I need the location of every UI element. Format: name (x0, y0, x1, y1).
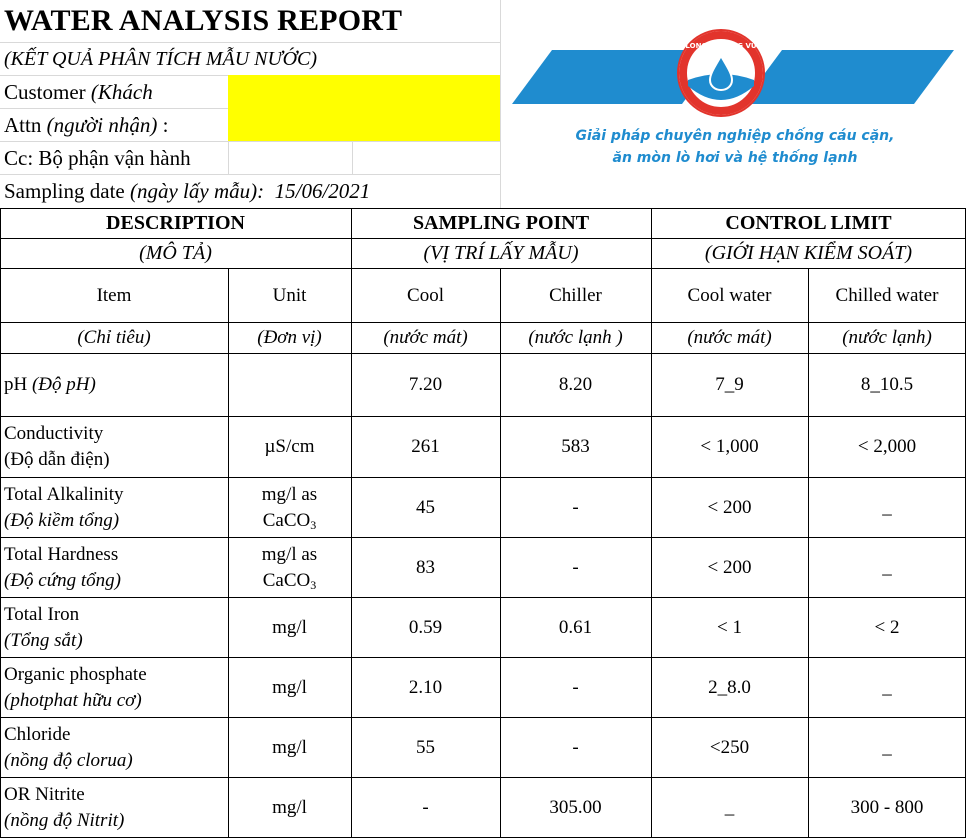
table-row-item: Total Iron (Tổng sắt) (4, 603, 83, 651)
col-chiller: Chiller (549, 285, 602, 306)
table-cell-limit-cool: < 1,000 (700, 436, 759, 457)
col-chiller-vi: (nước lạnh ) (528, 327, 623, 348)
table-cell-limit-cool: < 200 (707, 496, 752, 518)
col-unit: Unit (272, 285, 307, 306)
table-cell-cool: - (422, 796, 429, 818)
col-cool-water: Cool water (687, 285, 772, 306)
table-cell-limit-chilled: _ (882, 556, 892, 578)
cc-line: Cc: Bộ phận vận hành (4, 146, 191, 170)
section-description: DESCRIPTION (106, 212, 245, 234)
col-cool: Cool (407, 285, 444, 306)
table-cell-limit-chilled: _ (882, 676, 892, 698)
col-chilled-water-vi: (nước lạnh) (842, 327, 932, 348)
table-cell-chiller: - (572, 496, 579, 518)
table-cell-unit: mg/l (272, 736, 307, 758)
section-control-limit: CONTROL LIMIT (725, 212, 892, 234)
logo-ring-text: LONG TRUONG VU (685, 42, 757, 50)
section-description-vi: (MÔ TẢ) (139, 242, 212, 264)
col-cool-vi: (nước mát) (383, 327, 468, 348)
col-chilled-water: Chilled water (835, 285, 939, 306)
logo-tagline-2: ăn mòn lò hơi và hệ thống lạnh (612, 150, 858, 166)
table-cell-limit-chilled: 300 - 800 (850, 796, 924, 818)
table-row-item: Total Hardness (Độ cứng tổng) (4, 543, 121, 591)
table-cell-limit-cool: < 200 (707, 556, 752, 578)
col-cool-water-vi: (nước mát) (687, 327, 772, 348)
table-cell-cool: 7.20 (408, 374, 443, 395)
table-cell-limit-chilled: 8_10.5 (860, 374, 914, 395)
table-row-item: Total Alkalinity (Độ kiềm tổng) (4, 483, 124, 531)
table-row-item: pH (Độ pH) (4, 374, 96, 395)
table-cell-limit-chilled: < 2 (874, 616, 900, 638)
table-cell-limit-cool: 2_8.0 (708, 676, 751, 698)
table-cell-limit-chilled: < 2,000 (857, 436, 917, 457)
table-cell-chiller: - (572, 736, 579, 758)
col-unit-vi: (Đơn vị) (257, 327, 322, 348)
table-row-item: Organic phosphate (photphat hữu cơ) (4, 663, 147, 711)
table-cell-chiller: 305.00 (549, 796, 602, 818)
table-cell-cool: 83 (416, 556, 435, 578)
table-cell-unit: mg/l as CaCO$_3$ (261, 543, 318, 592)
col-item-vi: (Chỉ tiêu) (77, 327, 151, 348)
table-cell-limit-cool: _ (724, 796, 735, 818)
section-control-limit-vi: (GIỚI HẠN KIỂM SOÁT) (704, 242, 913, 264)
customer-label: Customer (Khách (4, 80, 153, 104)
logo-emblem-icon (676, 28, 766, 118)
table-cell-cool: 2.10 (408, 676, 443, 698)
table-cell-limit-cool: <250 (709, 736, 750, 758)
table-cell-unit (228, 354, 351, 416)
table-cell-limit-cool: < 1 (717, 616, 742, 638)
table-cell-chiller: - (572, 556, 579, 578)
table-cell-chiller: 583 (561, 436, 590, 457)
table-row-item: Conductivity (Độ dẫn điện) (4, 423, 110, 470)
table-row-item: Chloride (nồng độ clorua) (4, 723, 133, 771)
table-row-item: OR Nitrite (nồng độ Nitrit) (4, 783, 125, 831)
table-cell-cool: 55 (416, 736, 435, 758)
table-cell-unit: mg/l (272, 676, 307, 698)
sampling-date-value: 15/06/2021 (274, 179, 371, 203)
table-cell-limit-cool: 7_9 (715, 374, 744, 395)
table-cell-chiller: 8.20 (558, 374, 593, 395)
section-sampling-point: SAMPLING POINT (412, 212, 590, 234)
table-cell-limit-chilled: _ (882, 736, 892, 758)
table-cell-unit: mg/l (272, 796, 307, 818)
table-cell-cool: 261 (411, 436, 440, 457)
table-cell-unit: µS/cm (264, 436, 315, 457)
table-cell-chiller: - (572, 676, 579, 698)
table-cell-unit: mg/l as CaCO$_3$ (261, 483, 318, 532)
table-cell-chiller: 0.61 (558, 616, 593, 638)
table-cell-cool: 0.59 (408, 616, 443, 638)
col-item: Item (96, 285, 132, 306)
table-cell-unit: mg/l (272, 616, 307, 638)
customer-attn-highlight[interactable] (228, 75, 500, 141)
logo-tagline-1: Giải pháp chuyên nghiệp chống cáu cặn, (575, 128, 895, 144)
table-cell-limit-chilled: _ (882, 496, 892, 518)
attn-label: Attn (người nhận) : (4, 113, 169, 137)
report-title: WATER ANALYSIS REPORT (4, 4, 403, 37)
section-sampling-point-vi: (VỊ TRÍ LẤY MẪU) (423, 242, 579, 264)
report-subtitle: (KẾT QUẢ PHÂN TÍCH MẪU NƯỚC) (4, 48, 318, 70)
sampling-date-line: Sampling date (ngày lấy mẫu): 15/06/2021 (4, 179, 371, 203)
table-cell-cool: 45 (416, 496, 435, 518)
